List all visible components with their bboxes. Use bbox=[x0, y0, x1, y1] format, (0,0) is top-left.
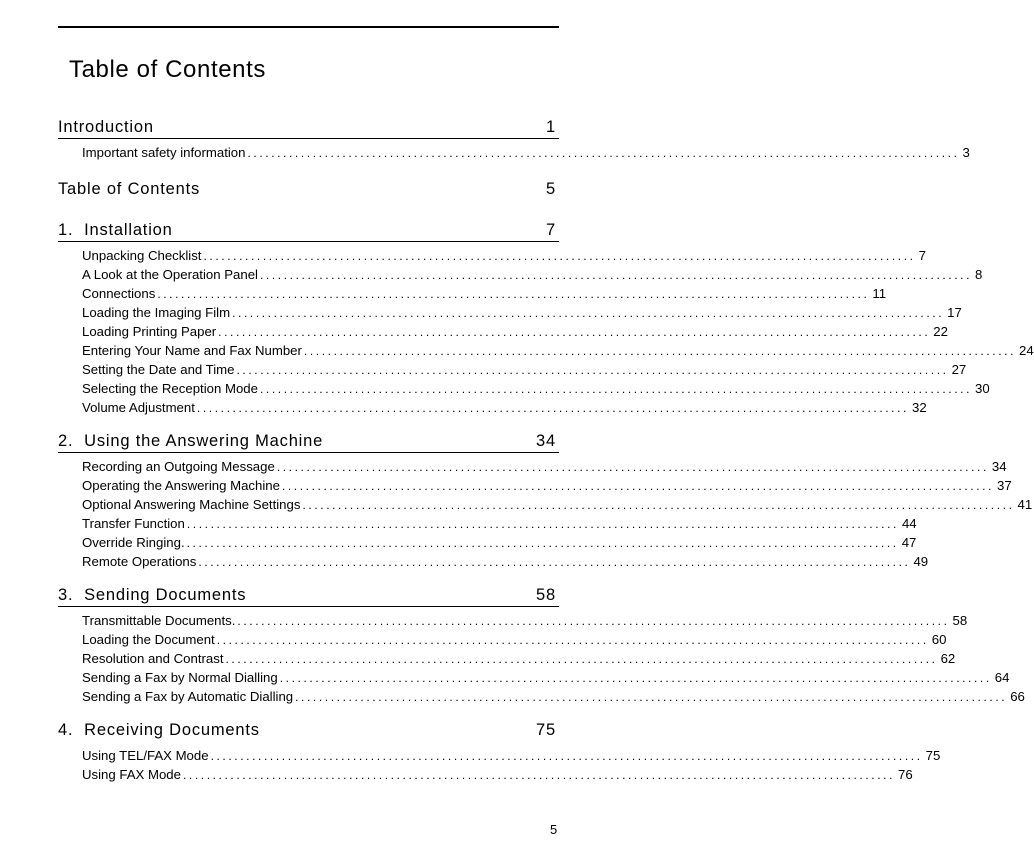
entry-title: Unpacking Checklist bbox=[82, 248, 202, 263]
dot-leader: ........................................................................................................................ bbox=[295, 690, 1008, 704]
toc-chapter bbox=[58, 430, 1033, 571]
chapter-title: 4. Receiving Documents bbox=[58, 721, 260, 739]
toc-chapter bbox=[58, 719, 941, 784]
toc-entry[interactable] bbox=[82, 143, 970, 162]
dot-leader: ........................................................................................................................ bbox=[203, 249, 916, 263]
entry-title: Operating the Answering Machine bbox=[82, 478, 280, 493]
entry-page-number: 64 bbox=[994, 670, 1010, 685]
entry-page-number: 41 bbox=[1017, 497, 1033, 512]
entry-list bbox=[58, 741, 941, 784]
toc-entry[interactable] bbox=[82, 457, 1007, 476]
entry-title: Loading the Document bbox=[82, 632, 215, 647]
entry-title: Selecting the Reception Mode bbox=[82, 381, 258, 396]
chapter-page-number: 34 bbox=[536, 432, 556, 450]
entry-title: Entering Your Name and Fax Number bbox=[82, 343, 302, 358]
entry-page-number: 60 bbox=[931, 632, 947, 647]
entry-list bbox=[58, 242, 1034, 417]
entry-page-number: 47 bbox=[901, 535, 917, 550]
toc-entry[interactable] bbox=[82, 533, 917, 552]
chapter-page-number: 58 bbox=[536, 586, 556, 604]
chapter-heading[interactable] bbox=[58, 178, 559, 200]
entry-page-number: 24 bbox=[1019, 343, 1034, 358]
entry-page-number: 66 bbox=[1010, 689, 1025, 704]
toc-entry[interactable] bbox=[82, 322, 948, 341]
entry-title: A Look at the Operation Panel bbox=[82, 267, 258, 282]
entry-title: Transfer Function bbox=[82, 516, 185, 531]
toc-chapter bbox=[58, 178, 559, 200]
page-number: 5 bbox=[550, 822, 558, 837]
entry-title: Remote Operations bbox=[82, 554, 197, 569]
entry-title: Sending a Fax by Normal Dialling bbox=[82, 670, 278, 685]
entry-title: Loading the Imaging Film bbox=[82, 305, 231, 320]
chapter-page-number: 5 bbox=[546, 180, 556, 198]
toc-chapter bbox=[58, 219, 1034, 417]
dot-leader: ........................................................................................................................ bbox=[259, 268, 973, 282]
chapter-heading[interactable] bbox=[58, 584, 559, 607]
toc-entry[interactable] bbox=[82, 341, 1034, 360]
entry-page-number: 44 bbox=[901, 516, 917, 531]
dot-leader: ........................................................................................................................ bbox=[225, 652, 938, 666]
toc-entry[interactable] bbox=[82, 398, 927, 417]
toc-entry[interactable] bbox=[82, 265, 983, 284]
toc-entry[interactable] bbox=[82, 303, 962, 322]
entry-page-number: 75 bbox=[925, 748, 941, 763]
entry-list bbox=[58, 607, 1025, 706]
chapter-title: Table of Contents bbox=[58, 180, 201, 198]
chapter-title: Introduction bbox=[58, 118, 154, 136]
top-rule bbox=[58, 26, 559, 28]
entry-page-number: 27 bbox=[951, 362, 967, 377]
dot-leader: ........................................................................................................................ bbox=[237, 614, 950, 628]
dot-leader: ........................................................................................................................ bbox=[182, 768, 896, 782]
chapter-heading[interactable] bbox=[58, 219, 559, 242]
entry-list bbox=[58, 139, 970, 162]
dot-leader: ........................................................................................................................ bbox=[232, 306, 945, 320]
entry-page-number: 58 bbox=[952, 613, 968, 628]
entry-page-number: 8 bbox=[975, 267, 983, 282]
table-of-contents bbox=[58, 116, 1034, 784]
dot-leader: ........................................................................................................................ bbox=[186, 536, 899, 550]
toc-entry[interactable] bbox=[82, 246, 926, 265]
dot-leader: ........................................................................................................................ bbox=[303, 344, 1016, 358]
chapter-heading[interactable] bbox=[58, 116, 559, 139]
entry-title: Setting the Date and Time bbox=[82, 362, 235, 377]
toc-entry[interactable] bbox=[82, 360, 967, 379]
dot-leader: ........................................................................................................................ bbox=[157, 287, 870, 301]
dot-leader: ........................................................................................................................ bbox=[216, 633, 929, 647]
entry-page-number: 49 bbox=[913, 554, 929, 569]
toc-entry[interactable] bbox=[82, 379, 990, 398]
toc-chapter bbox=[58, 584, 1025, 706]
toc-entry[interactable] bbox=[82, 611, 968, 630]
entry-title: Optional Answering Machine Settings bbox=[82, 497, 301, 512]
toc-entry[interactable] bbox=[82, 765, 913, 784]
chapter-heading[interactable] bbox=[58, 430, 559, 453]
toc-entry[interactable] bbox=[82, 495, 1033, 514]
entry-title: Sending a Fax by Automatic Dialling bbox=[82, 689, 294, 704]
chapter-title: 2. Using the Answering Machine bbox=[58, 432, 324, 450]
entry-page-number: 32 bbox=[911, 400, 927, 415]
toc-entry[interactable] bbox=[82, 687, 1025, 706]
chapter-title: 1. Installation bbox=[58, 221, 173, 239]
entry-page-number: 76 bbox=[898, 767, 913, 782]
entry-page-number: 11 bbox=[872, 286, 887, 301]
entry-page-number: 30 bbox=[975, 381, 990, 396]
chapter-page-number: 75 bbox=[536, 721, 556, 739]
entry-title: Recording an Outgoing Message bbox=[82, 459, 275, 474]
dot-leader: ........................................................................................................................ bbox=[302, 498, 1015, 512]
toc-entry[interactable] bbox=[82, 668, 1010, 687]
dot-leader: ........................................................................................................................ bbox=[279, 671, 992, 685]
entry-page-number: 62 bbox=[940, 651, 956, 666]
toc-entry[interactable] bbox=[82, 284, 887, 303]
chapter-title: 3. Sending Documents bbox=[58, 586, 247, 604]
chapter-heading[interactable] bbox=[58, 719, 559, 741]
dot-leader: ........................................................................................................................ bbox=[259, 382, 973, 396]
entry-title: Connections bbox=[82, 286, 156, 301]
toc-entry[interactable] bbox=[82, 514, 917, 533]
toc-chapter bbox=[58, 116, 970, 162]
entry-list bbox=[58, 453, 1033, 571]
entry-title: Override Ringing. bbox=[82, 535, 185, 550]
toc-entry[interactable] bbox=[82, 746, 941, 765]
entry-title: Using TEL/FAX Mode bbox=[82, 748, 209, 763]
dot-leader: ........................................................................................................................ bbox=[236, 363, 949, 377]
toc-entry[interactable] bbox=[82, 630, 947, 649]
dot-leader: ........................................................................................................................ bbox=[276, 460, 989, 474]
page-title: Table of Contents bbox=[69, 56, 266, 83]
dot-leader: ........................................................................................................................ bbox=[281, 479, 995, 493]
entry-title: Loading Printing Paper bbox=[82, 324, 217, 339]
entry-page-number: 7 bbox=[918, 248, 926, 263]
chapter-page-number: 1 bbox=[546, 118, 556, 136]
entry-page-number: 3 bbox=[962, 145, 970, 160]
dot-leader: ........................................................................................................................ bbox=[198, 555, 911, 569]
entry-title: Resolution and Contrast bbox=[82, 651, 224, 666]
dot-leader: ........................................................................................................................ bbox=[218, 325, 931, 339]
entry-page-number: 17 bbox=[947, 305, 962, 320]
toc-entry[interactable] bbox=[82, 552, 929, 571]
entry-title: Important safety information bbox=[82, 145, 246, 160]
toc-entry[interactable] bbox=[82, 476, 1012, 495]
dot-leader: ........................................................................................................................ bbox=[247, 146, 960, 160]
entry-page-number: 34 bbox=[991, 459, 1007, 474]
dot-leader: ........................................................................................................................ bbox=[186, 517, 899, 531]
chapter-page-number: 7 bbox=[546, 221, 556, 239]
entry-page-number: 22 bbox=[933, 324, 948, 339]
entry-title: Transmittable Documents. bbox=[82, 613, 236, 628]
entry-title: Using FAX Mode bbox=[82, 767, 181, 782]
toc-entry[interactable] bbox=[82, 649, 956, 668]
entry-page-number: 37 bbox=[997, 478, 1012, 493]
dot-leader: ........................................................................................................................ bbox=[210, 749, 923, 763]
entry-title: Volume Adjustment bbox=[82, 400, 195, 415]
dot-leader: ........................................................................................................................ bbox=[196, 401, 909, 415]
